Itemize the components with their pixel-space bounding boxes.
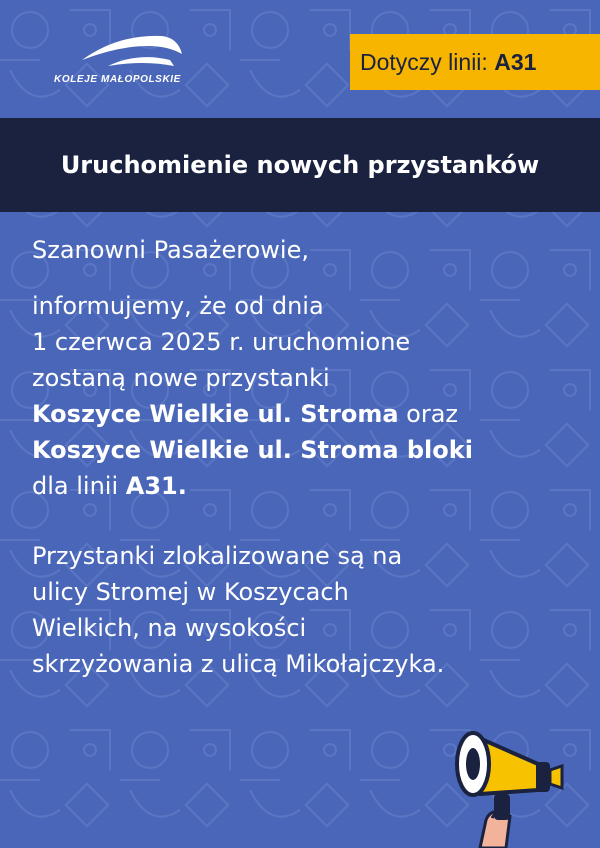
location-line-1: Przystanki zlokalizowane są na <box>32 542 403 570</box>
conjunction: oraz <box>406 400 459 428</box>
stop-1-line <box>32 396 572 432</box>
line-badge <box>350 34 600 90</box>
badge-prefix: Dotyczy linii: <box>360 49 488 75</box>
stop-1-name: Koszyce Wielkie ul. Stroma <box>32 400 399 428</box>
location-line-2: ulicy Stromej w Koszycach <box>32 578 349 606</box>
line-number-line <box>32 468 572 504</box>
intro-line-1: informujemy, że od dnia <box>32 292 324 320</box>
koleje-malopolskie-logo <box>50 30 190 92</box>
intro-line-2: 1 czerwca 2025 r. uruchomione <box>32 328 411 356</box>
line-number: A31. <box>125 472 187 500</box>
location-line-3: Wielkich, na wysokości <box>32 614 307 642</box>
title-banner <box>0 118 600 212</box>
megaphone-icon <box>440 724 570 848</box>
announcement-body <box>32 232 572 682</box>
logo-mark-icon <box>78 30 188 74</box>
intro-line-3: zostaną nowe przystanki <box>32 364 330 392</box>
location-paragraph <box>32 538 572 682</box>
greeting <box>32 232 572 268</box>
logo-text: KOLEJE MAŁOPOLSKIE <box>54 74 181 85</box>
for-line-text: dla linii <box>32 472 119 500</box>
stop-2-line <box>32 432 572 468</box>
greeting-text: Szanowni Pasażerowie, <box>32 236 309 264</box>
badge-line: A31 <box>494 49 537 75</box>
location-line-4: skrzyżowania z ulicą Mikołajczyka. <box>32 650 445 678</box>
announcement-paragraph <box>32 288 572 504</box>
page-title: Uruchomienie nowych przystanków <box>60 151 540 179</box>
stop-2-name: Koszyce Wielkie ul. Stroma bloki <box>32 436 473 464</box>
